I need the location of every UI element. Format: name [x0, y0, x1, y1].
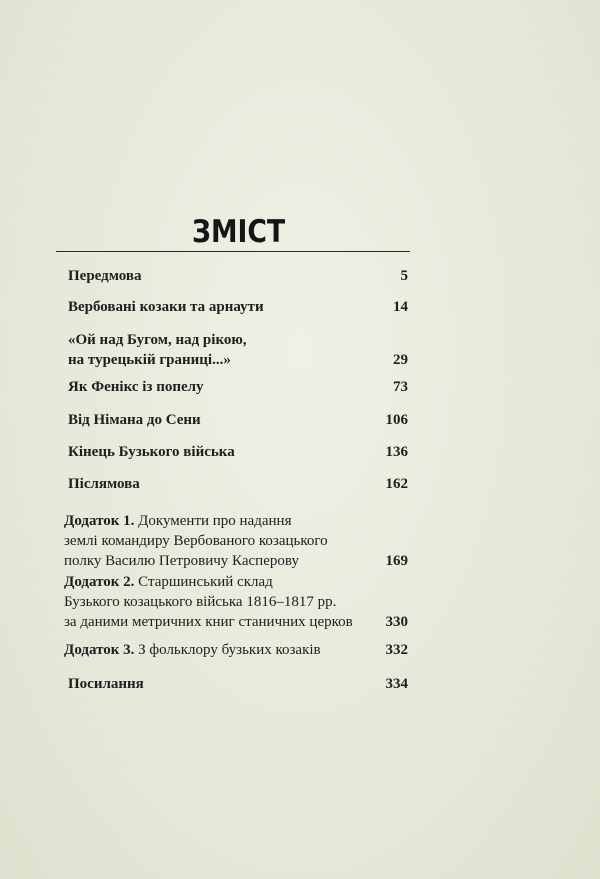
toc-entry-page: 169 — [385, 553, 408, 569]
toc-entry-title: Передмова — [68, 268, 142, 284]
toc-entry-page: 162 — [385, 476, 408, 492]
toc-entry-appendix[interactable] — [64, 511, 408, 571]
toc-entry-page: 14 — [393, 299, 408, 315]
toc-entry-page: 136 — [385, 444, 408, 460]
toc-entry-appendix[interactable] — [64, 640, 408, 660]
toc-entry[interactable] — [68, 377, 408, 397]
toc-entry-title-line: «Ой над Бугом, над рікою, — [68, 332, 247, 348]
toc-entry-page: 330 — [385, 614, 408, 630]
toc-entry-appendix[interactable] — [64, 572, 408, 632]
appendix-label: Додаток 1. — [64, 513, 135, 529]
toc-entry-title-line: за даними метричних книг станичних церков — [64, 614, 353, 630]
toc-entry-title: Посилання — [68, 676, 144, 692]
appendix-label: Додаток 3. — [64, 642, 135, 658]
toc-entry-title-line: Документи про надання — [134, 513, 292, 529]
toc-entry-title: Кінець Бузького війська — [68, 444, 235, 460]
toc-entry[interactable] — [68, 330, 408, 370]
toc-entry-title-line: на турецькій границі...» — [68, 352, 231, 368]
toc-entry[interactable] — [68, 410, 408, 430]
toc-entry[interactable] — [68, 442, 408, 462]
toc-entry-title-line: З фольклору бузьких козаків — [134, 642, 321, 658]
toc-entry-title: Як Фенікс із попелу — [68, 379, 204, 395]
appendix-label: Додаток 2. — [64, 574, 135, 590]
toc-entry-page: 29 — [393, 352, 408, 368]
toc-entry[interactable] — [68, 297, 408, 317]
toc-entry[interactable] — [68, 674, 408, 694]
toc-entry-title-line: Бузького козацького війська 1816–1817 рр. — [64, 594, 337, 610]
toc-entry-page: 106 — [385, 412, 408, 428]
toc-entry-page: 332 — [385, 642, 408, 658]
toc-entry-title-line: полку Василю Петровичу Касперову — [64, 553, 299, 569]
page-title: ЗМІСТ — [192, 214, 286, 250]
toc-entry-title-line: Старшинський склад — [134, 574, 273, 590]
toc-entry-title: Вербовані козаки та арнаути — [68, 299, 264, 315]
toc-entry-page: 73 — [393, 379, 408, 395]
toc-entry-title: Від Німана до Сени — [68, 412, 201, 428]
toc-entry-title-line: землі командиру Вербованого козацького — [64, 533, 328, 549]
toc-entry-page: 334 — [385, 676, 408, 692]
toc-entry-title: Післямова — [68, 476, 140, 492]
toc-entry-page: 5 — [400, 268, 408, 284]
toc-entry[interactable] — [68, 474, 408, 494]
toc-entry[interactable] — [68, 266, 408, 286]
